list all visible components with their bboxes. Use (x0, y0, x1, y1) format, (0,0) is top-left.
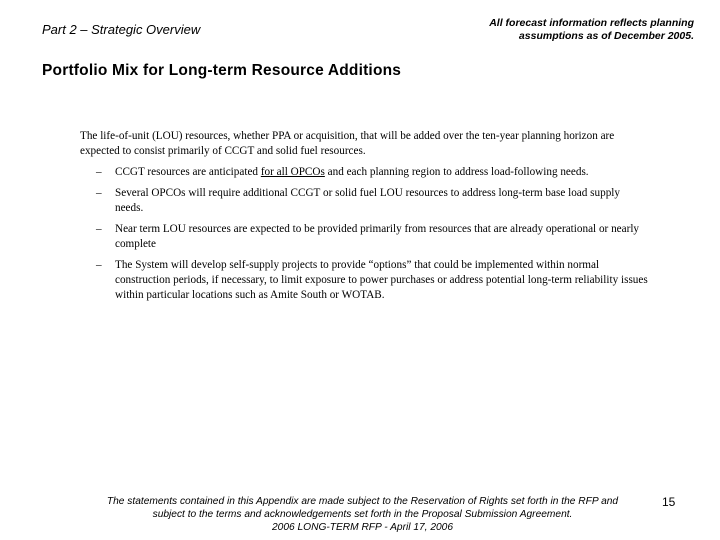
dash-marker: – (96, 166, 102, 178)
underlined-phrase: for all OPCOs (260, 166, 325, 178)
bullet-list (80, 165, 650, 303)
bullet-text: The System will develop self-supply projects to provide “options” that could be implemented within normal construction periods, if necessary, to limit exposure to power purchases or address potential long-term reliability issues within particular locations such as Amite South or WOTAB. (115, 259, 648, 301)
intro-paragraph: The life-of-unit (LOU) resources, whether PPA or acquisition, that will be added over the ten-year planning horizon are expected to consist primarily of CCGT and solid fuel resources. (80, 130, 615, 157)
forecast-note (434, 17, 694, 43)
bullet-text-part: and each planning region to address load-following needs. (324, 166, 589, 178)
slide-title: Portfolio Mix for Long-term Resource Additions (42, 62, 402, 79)
section-header: Part 2 – Strategic Overview (42, 22, 201, 37)
dash-marker: – (96, 223, 102, 235)
bullet-text-part: CCGT resources are anticipated (115, 166, 261, 178)
page-number: 15 (662, 495, 676, 509)
dash-marker: – (96, 187, 102, 199)
footer-disclaimer (80, 495, 645, 534)
footer-line-3: 2006 LONG-TERM RFP - April 17, 2006 (272, 522, 453, 533)
bullet-text: Near term LOU resources are expected to be provided primarily from resources that are already operational or nearly complete (115, 223, 640, 250)
dash-marker: – (96, 259, 102, 271)
bullet-item-base-load (80, 186, 650, 216)
bullet-item-near-term (80, 222, 650, 252)
bullet-item-self-supply (80, 258, 650, 303)
bullet-text: Several OPCOs will require additional CCGT or solid fuel LOU resources to address long-term base load supply needs. (115, 187, 620, 214)
bullet-item-ccgt (80, 165, 650, 180)
forecast-note-line-2: assumptions as of December 2005. (518, 30, 694, 42)
footer-line-1: The statements contained in this Appendix are made subject to the Reservation of Rights set forth in the RFP and (106, 496, 619, 507)
slide-body (80, 129, 650, 309)
footer-line-2: subject to the terms and acknowledgements set forth in the Proposal Submission Agreement. (152, 509, 573, 520)
forecast-note-line-1: All forecast information reflects planning (489, 17, 694, 29)
